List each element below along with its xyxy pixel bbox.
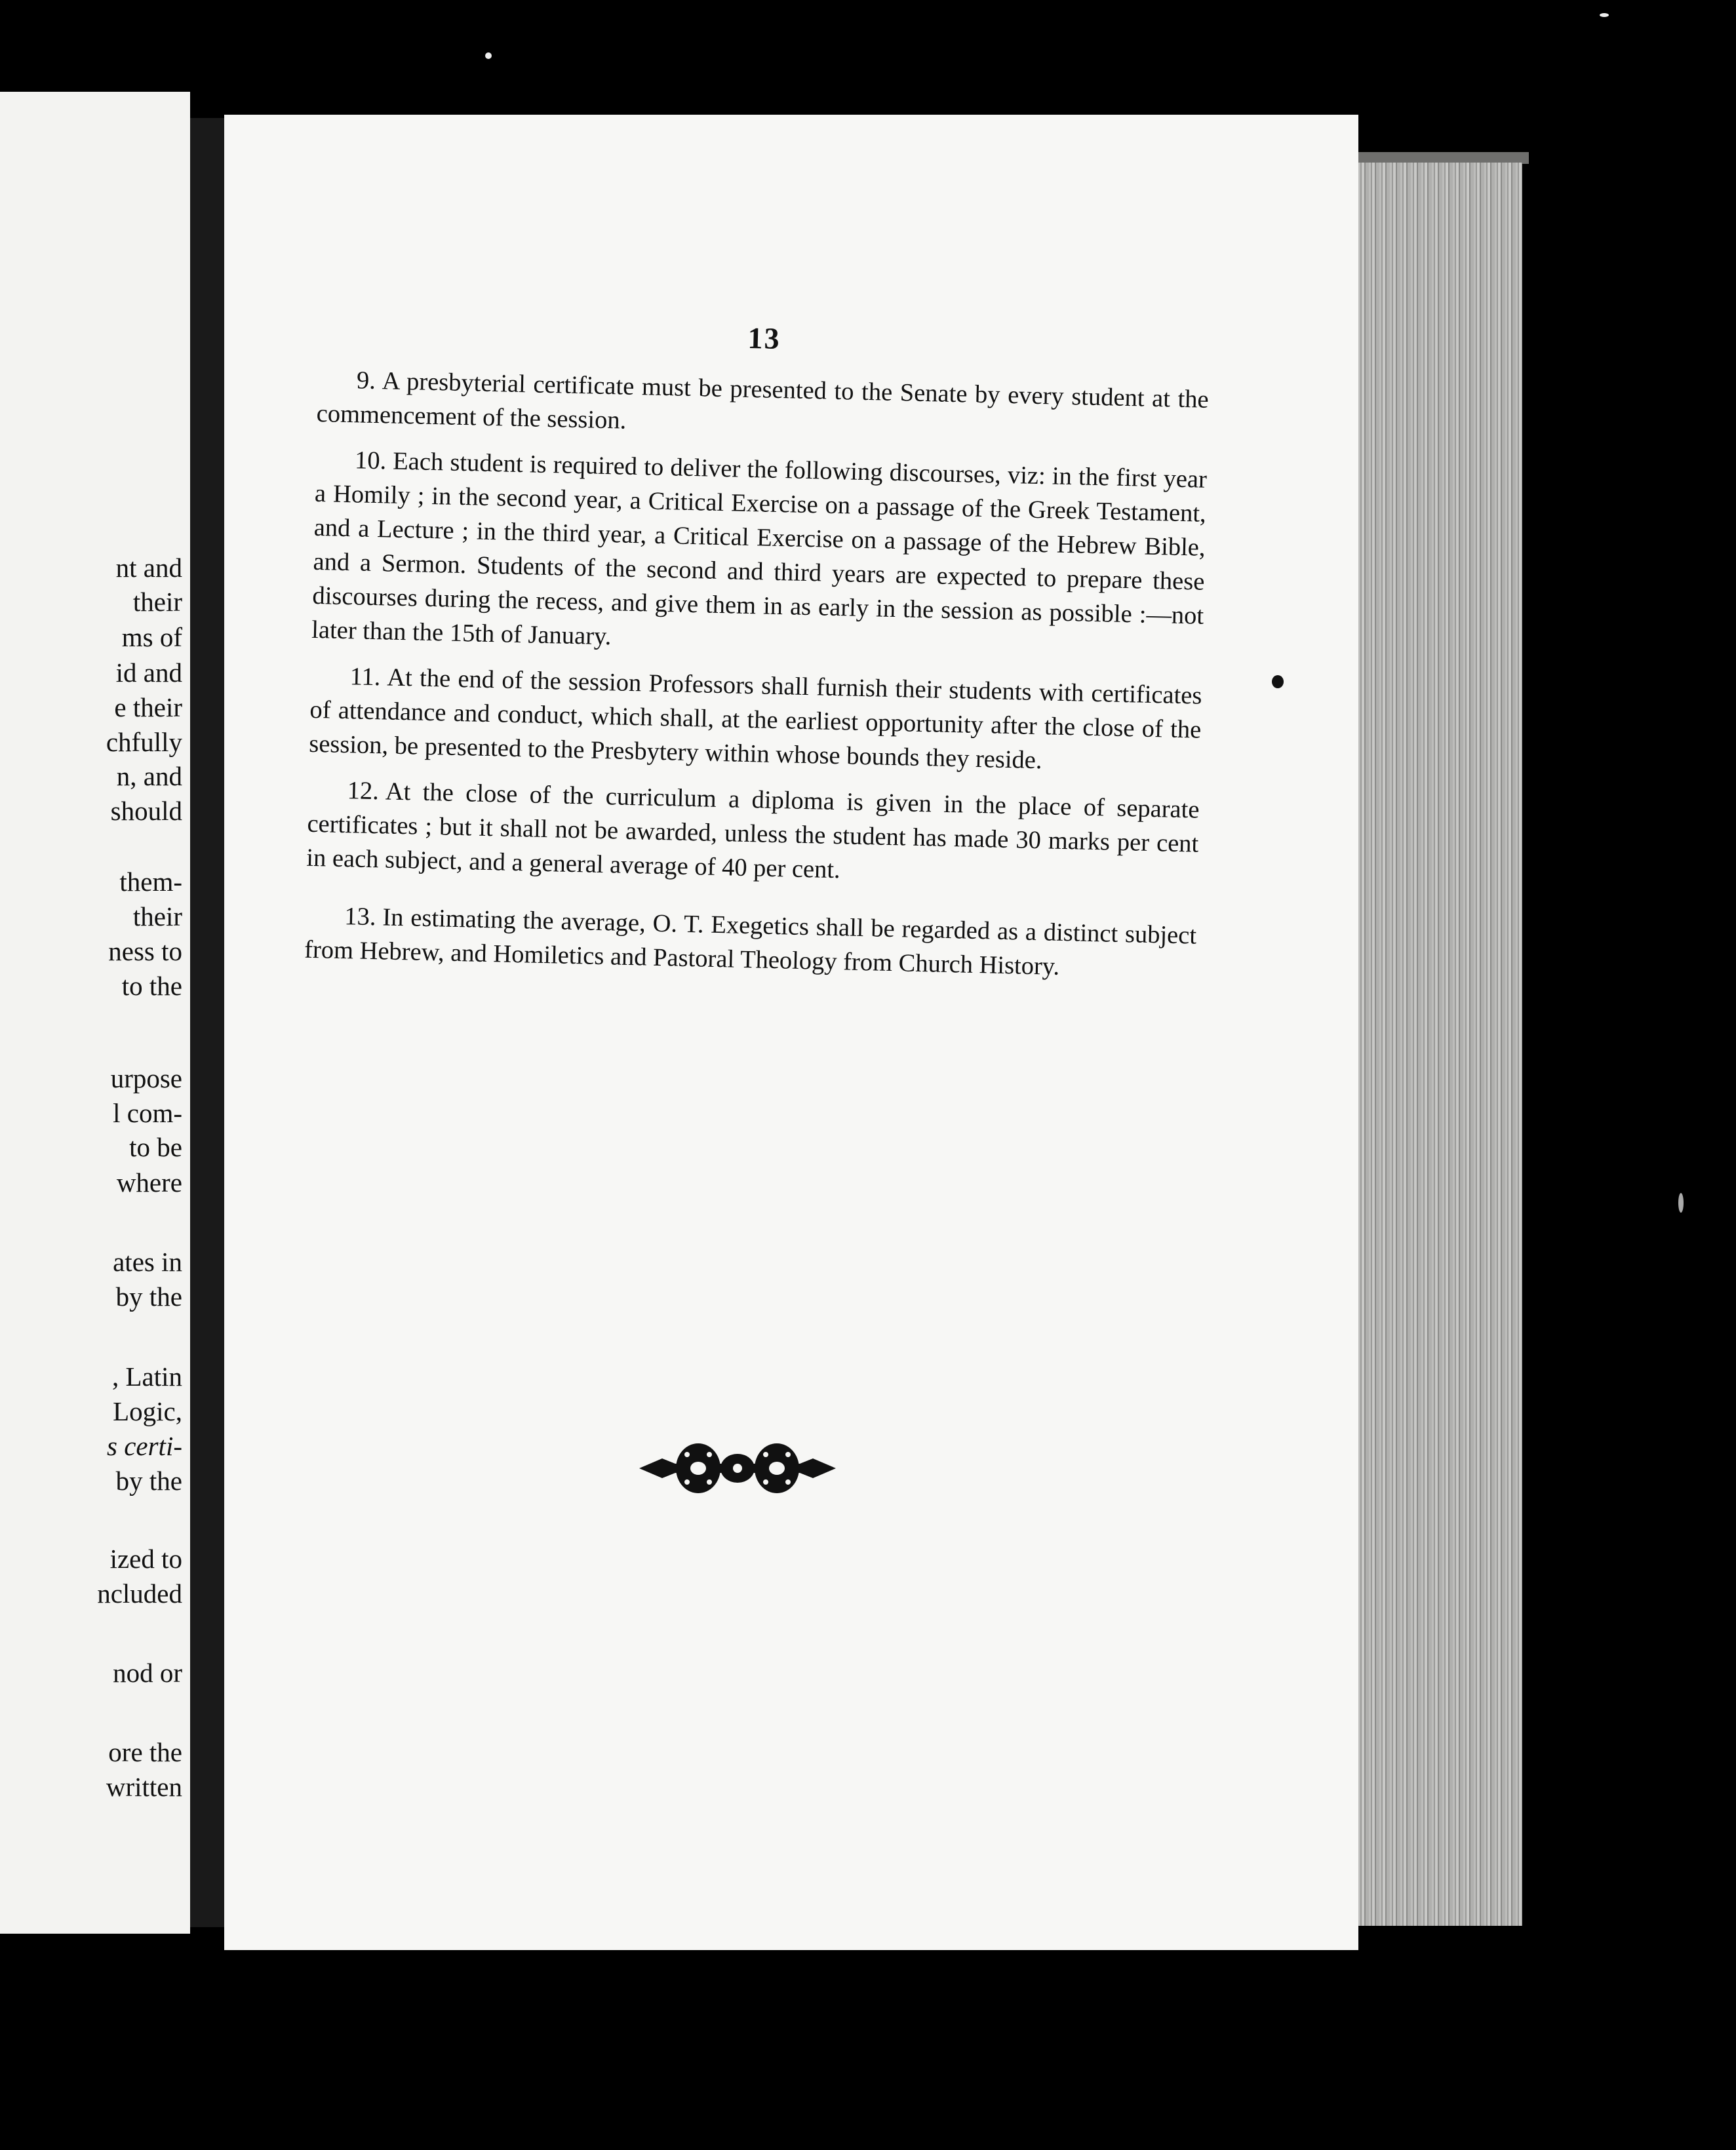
left-page-line: n, and bbox=[116, 761, 182, 791]
left-page-line: , Latin bbox=[111, 1361, 182, 1392]
ink-spot bbox=[1272, 675, 1284, 688]
left-page-line: should bbox=[110, 796, 182, 826]
left-page-line: ized to bbox=[109, 1544, 182, 1574]
paragraph-text: A presbyterial certificate must be presented to the Senate by every student at the commencement of the session. bbox=[316, 367, 1210, 435]
left-page-line: e their bbox=[114, 692, 182, 722]
left-page-line: to the bbox=[121, 971, 182, 1001]
left-page-line: nod or bbox=[113, 1658, 182, 1688]
page-text-block bbox=[304, 321, 1210, 999]
left-page-line: ms of bbox=[121, 622, 182, 652]
left-page-line: urpose bbox=[110, 1063, 182, 1093]
left-page-line: l com- bbox=[113, 1098, 182, 1128]
left-page-line: chfully bbox=[106, 727, 182, 757]
page-number: 13 bbox=[747, 321, 781, 355]
left-page-line: by the bbox=[115, 1466, 182, 1496]
left-page-line: s certi- bbox=[107, 1431, 182, 1461]
left-page-line: ness to bbox=[108, 936, 182, 966]
left-page-line: by the bbox=[115, 1281, 182, 1312]
paragraph-text: Each student is required to deliver the following discourses, viz: in the first year a Homily ; in the second year, a Critical Exercise on a passage of the Greek Testament, and a Lecture ; in the third year, a Critical Exercise on a passage of the Hebrew Bible, and a Sermon. Students of the second and third years are expected to prepare these discourses during the recess, and give them in as early in the session as possible :—not later than the 15th of January. bbox=[311, 447, 1208, 651]
paragraph-text: In estimating the average, O. T. Exegetics shall be regarded as a distinct subject from Hebrew, and Homiletics and Pastoral Theology from Church History. bbox=[304, 903, 1197, 981]
left-page-line: ore the bbox=[108, 1737, 182, 1767]
left-page-line: their bbox=[132, 587, 182, 617]
dust-speck bbox=[1678, 1193, 1684, 1213]
paragraph-number: 13. bbox=[344, 903, 376, 931]
left-page-line: written bbox=[106, 1772, 182, 1802]
paragraph-number: 9. bbox=[356, 366, 376, 395]
dust-speck bbox=[1600, 13, 1609, 17]
paragraph-13 bbox=[304, 899, 1197, 987]
paragraph-text: At the close of the curriculum a diploma is given in the place of separate certificates ; but it shall not be awarded, unless the student has made 30 marks per cent in each subject, and a general average of 40 per cent. bbox=[306, 777, 1200, 884]
paragraph-number: 11. bbox=[349, 663, 381, 692]
ornament-icon bbox=[636, 1439, 839, 1498]
left-page-line: their bbox=[132, 901, 182, 931]
paragraph-text: At the end of the session Professors shall furnish their students with certificates of attendance and conduct, which shall, at the earliest opportunity after the close of the session, be presented to the Presbytery within whose bounds they reside. bbox=[308, 663, 1202, 775]
paragraph-number: 10. bbox=[354, 446, 387, 475]
paragraph-number: 12. bbox=[347, 777, 380, 806]
paragraph-9 bbox=[316, 362, 1209, 451]
left-page-line: id and bbox=[115, 657, 182, 688]
left-page bbox=[0, 92, 190, 1934]
paragraph-11 bbox=[309, 659, 1202, 781]
left-page-line: ates in bbox=[113, 1247, 182, 1277]
paragraph-10 bbox=[311, 442, 1208, 667]
dust-speck bbox=[485, 52, 492, 59]
left-page-line: nt and bbox=[115, 553, 182, 583]
left-page-line: them- bbox=[119, 867, 182, 897]
left-page-line: to be bbox=[129, 1132, 182, 1162]
page-fore-edge bbox=[1358, 163, 1522, 1926]
left-page-line: Logic, bbox=[113, 1396, 182, 1426]
left-page-line: ncluded bbox=[97, 1578, 182, 1609]
left-page-line: where bbox=[116, 1167, 182, 1198]
book-gutter bbox=[190, 118, 224, 1927]
paragraph-12 bbox=[306, 773, 1200, 895]
